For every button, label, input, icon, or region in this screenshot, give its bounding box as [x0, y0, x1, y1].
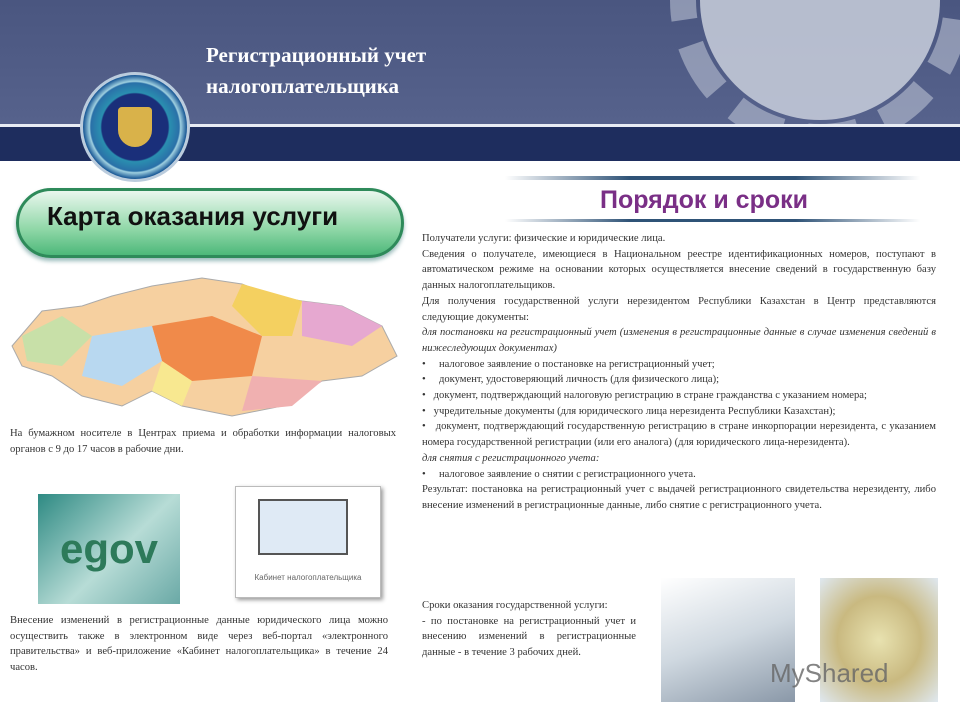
taxpayer-cabinet-image	[235, 486, 381, 598]
terms-heading: Сроки оказания государственной услуги:	[422, 600, 608, 611]
procedure-text	[422, 231, 936, 514]
monitor-icon	[258, 499, 348, 555]
list-item-text: учредительные документы (для юридического лица нерезидента Республики Казахстан);	[433, 405, 836, 417]
nonresident-text: Для получения государственной услуги нерезидентом Республики Казахстан в Центр представляются следующие документы:	[422, 295, 936, 323]
divider-bottom	[505, 219, 920, 222]
service-map-label: Карта оказания услуги	[47, 201, 339, 231]
list-item-text: документ, подтверждающий государственную регистрацию в стране инкорпорации нерезидента, с указанием номера государственной регистрации (или его аналога) (для юридического лица-нерезидента).	[422, 421, 936, 449]
divider-top	[505, 176, 920, 180]
list-item: • документ, подтверждающий налоговую регистрацию в стране гражданства с указанием номера;	[422, 390, 867, 402]
kazakhstan-map	[2, 266, 400, 418]
list-item-text: налоговое заявление о постановке на регистрационный учет;	[438, 358, 715, 370]
title-line-1: Регистрационный учет	[206, 43, 427, 67]
list-item: • налоговое заявление о снятии с регистрационного учета.	[422, 468, 696, 480]
page-title	[206, 40, 426, 102]
list-item: • документ, удостоверяющий личность (для физического лица);	[422, 374, 720, 386]
service-map-heading	[16, 188, 404, 258]
section-title: Порядок и сроки	[600, 186, 809, 214]
title-line-2: налогоплательщика	[206, 74, 400, 98]
list-item-text: налоговое заявление о снятии с регистрационного учета.	[438, 468, 696, 480]
egov-logo-text: egov	[59, 525, 159, 572]
cup-icon	[118, 107, 152, 147]
list-item: • учредительные документы (для юридического лица нерезидента Республики Казахстан);	[422, 405, 836, 417]
egov-image	[38, 494, 180, 604]
list-item: • налоговое заявление о постановке на регистрационный учет;	[422, 358, 715, 370]
watermark: MyShared	[770, 658, 889, 688]
tax-service-emblem-logo	[80, 72, 190, 182]
list-item: • документ, подтверждающий государственную регистрацию в стране инкорпорации нерезидента, с указанием номера государственной регистрации (или его аналога) (для юридического лица-нерезидента).	[422, 421, 936, 449]
list-item-text: документ, подтверждающий налоговую регистрацию в стране гражданства с указанием номера;	[433, 390, 867, 402]
info-text: Сведения о получателе, имеющиеся в Национальном реестре идентификационных номеров, поступают в автоматическом режиме на основании которых осуществляется внесение сведений в государственную базу данных налогоплательщиков.	[422, 248, 936, 292]
result-text: Результат: постановка на регистрационный учет с выдачей регистрационного свидетельства нерезиденту, либо внесение изменений в регистрационные данные, либо снятие с регистрационного учета.	[422, 484, 936, 511]
terms-detail: - по постановке на регистрационный учет и внесению изменений в регистрационные данные - в течение 3 рабочих дней.	[422, 615, 636, 659]
registration-heading: для постановки на регистрационный учет (изменения в регистрационные данные в случае изменения сведений в нижеследующих документах)	[422, 327, 936, 354]
terms-text	[422, 598, 636, 661]
cabinet-caption: Кабинет налогоплательщика	[254, 573, 362, 582]
paper-service-text: На бумажном носителе в Центрах приема и обработки информации налоговых органов с 9 до 17 часов в рабочие дни.	[10, 428, 396, 455]
electronic-service-text: Внесение изменений в регистрационные данные юридического лица можно осуществить также в электронном виде через веб-портал «электронного правительства» и веб-приложение «Кабинет налогоплательщика» в течение 24 часов.	[10, 615, 388, 674]
recipients-text: Получатели услуги: физические и юридические лица.	[422, 233, 666, 244]
list-item-text: документ, удостоверяющий личность (для физического лица);	[438, 374, 720, 386]
removal-heading: для снятия с регистрационного учета:	[422, 452, 600, 464]
